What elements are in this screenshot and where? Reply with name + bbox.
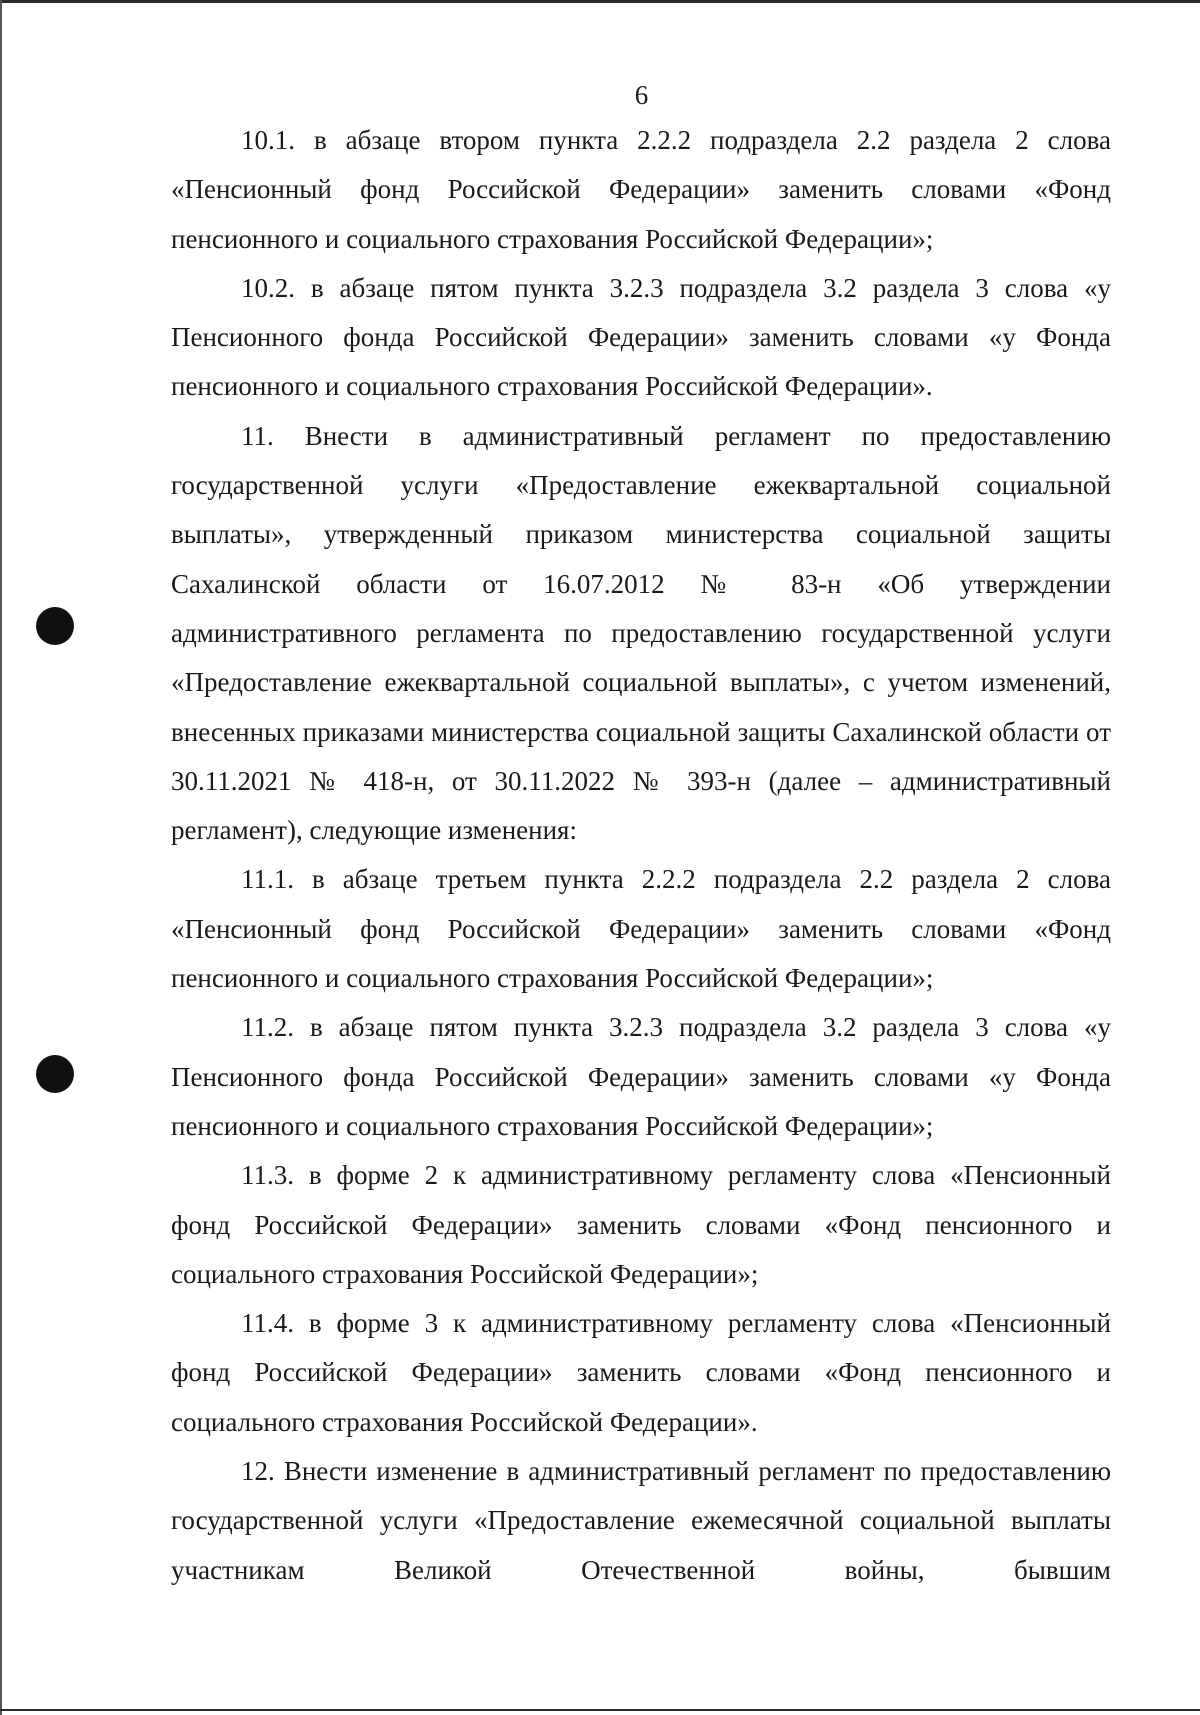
scan-edge-left bbox=[0, 0, 2, 1715]
paragraph-11-3: 11.3. в форме 2 к административному регламенту слова «Пенсионный фонд Российской Федерации» заменить словами «Фонд пенсионного и социального страхования Российской Федерации»; bbox=[171, 1160, 1111, 1289]
paragraph-12: 12. Внести изменение в административный регламент по предоставлению государственной услуги «Предоставление ежемесячной социальной выплаты участникам Великой Отечественной войны, бывшим bbox=[171, 1456, 1111, 1585]
paragraph-10-1: 10.1. в абзаце втором пункта 2.2.2 подраздела 2.2 раздела 2 слова «Пенсионный фонд Российской Федерации» заменить словами «Фонд пенсионного и социального страхования Российской Федерации»; bbox=[171, 125, 1111, 254]
scan-edge-bottom bbox=[0, 1709, 1200, 1711]
paragraph-10-2: 10.2. в абзаце пятом пункта 3.2.3 подраздела 3.2 раздела 3 слова «у Пенсионного фонда Российской Федерации» заменить словами «у Фонда пенсионного и социального страхования Российской Федерации». bbox=[171, 272, 1111, 402]
paragraph-11: 11. Внести в административный регламент по предоставлению государственной услуги «Предоставление ежеквартальной социальной выплаты», утвержденный приказом министерства социальной защиты Сахалинской области от 16.07.2012 № 83-н «Об утверждении административного регламента по предоставлению государственной услуги «Предоставление ежеквартальной социальной выплаты», с учетом изменений, внесенных приказами министерства социальной защиты Сахалинской области от 30.11.2021 № 418-н, от 30.11.2022 № 393-н (далее – административный регламент), следующие изменения: bbox=[171, 420, 1111, 846]
paragraph-11-4: 11.4. в форме 3 к административному регламенту слова «Пенсионный фонд Российской Федерации» заменить словами «Фонд пенсионного и социального страхования Российской Федерации». bbox=[171, 1308, 1111, 1437]
document-body bbox=[171, 116, 1111, 1595]
paragraph-11-1: 11.1. в абзаце третьем пункта 2.2.2 подраздела 2.2 раздела 2 слова «Пенсионный фонд Российской Федерации» заменить словами «Фонд пенсионного и социального страхования Российской Федерации»; bbox=[171, 864, 1111, 994]
punch-hole-lower bbox=[36, 1055, 74, 1093]
scan-edge-top bbox=[0, 0, 1200, 3]
paragraph-11-2: 11.2. в абзаце пятом пункта 3.2.3 подраздела 3.2 раздела 3 слова «у Пенсионного фонда Российской Федерации» заменить словами «у Фонда пенсионного и социального страхования Российской Федерации»; bbox=[171, 1012, 1111, 1141]
page-number: 6 bbox=[634, 80, 649, 110]
punch-hole-upper bbox=[36, 607, 74, 645]
